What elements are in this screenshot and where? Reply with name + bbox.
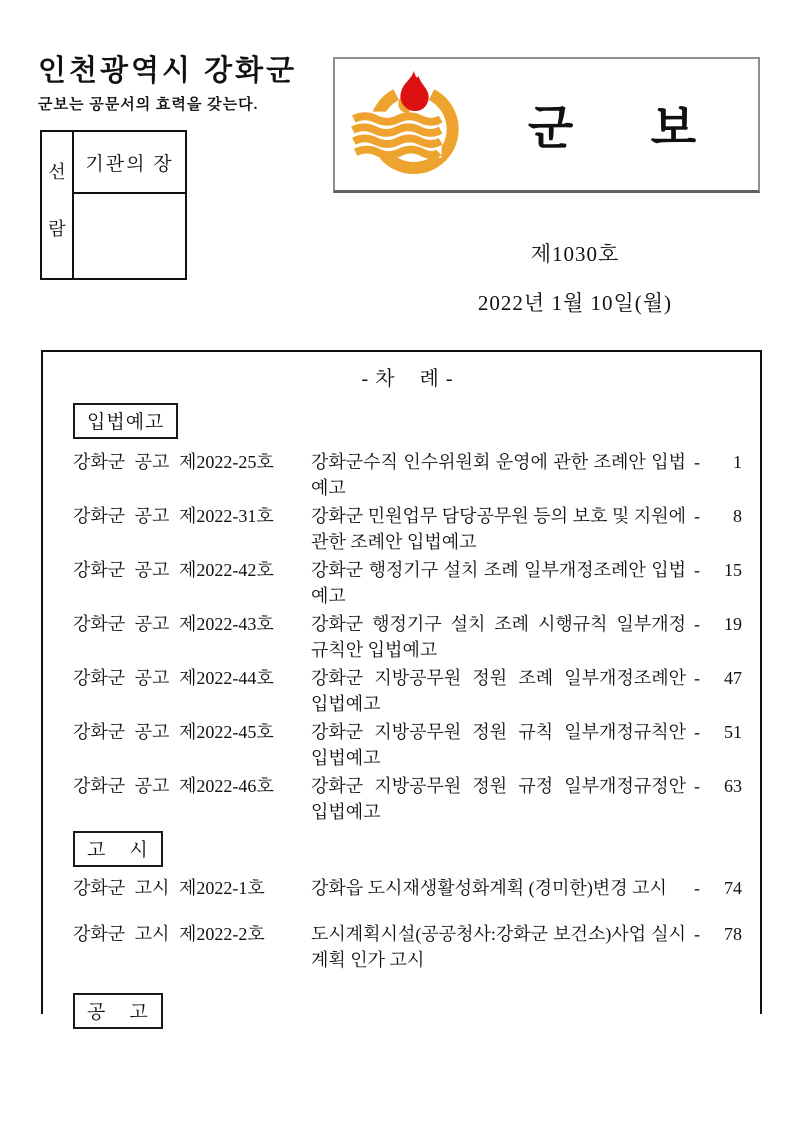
page-dash: - bbox=[694, 506, 700, 526]
entry-doc-number: 강화군 고시 제2022-2호 bbox=[73, 924, 265, 944]
toc-entry bbox=[73, 449, 742, 501]
issue-number: 제1030호 bbox=[530, 242, 620, 266]
page-dash: - bbox=[694, 668, 700, 688]
gazette-banner-box bbox=[333, 57, 760, 193]
page-dash: - bbox=[694, 722, 700, 742]
region-title: 인천광역시 강화군 bbox=[38, 55, 298, 87]
entry-page-ref bbox=[694, 921, 742, 947]
page-dash: - bbox=[694, 452, 700, 472]
approval-main-column bbox=[74, 132, 185, 278]
toc-section-entries bbox=[73, 875, 742, 973]
entry-page-ref bbox=[694, 719, 742, 745]
entry-page-ref bbox=[694, 875, 742, 901]
toc-entry bbox=[73, 921, 742, 973]
gazette-title: 군 보 bbox=[527, 103, 698, 155]
entry-doc-number: 강화군 공고 제2022-45호 bbox=[73, 722, 274, 742]
approval-header-cell: 기관의 장 bbox=[74, 132, 185, 194]
entry-doc-number: 강화군 공고 제2022-25호 bbox=[73, 452, 274, 472]
entry-title: 강화군 민원업무 담당공무원 등의 보호 및 지원에 관한 조례안 입법예고 bbox=[311, 506, 686, 552]
page-number: 8 bbox=[733, 506, 742, 526]
toc-entry bbox=[73, 665, 742, 717]
toc-section-entries bbox=[73, 449, 742, 825]
entry-title: 강화군 행정기구 설치 조례 시행규칙 일부개정 규칙안 입법예고 bbox=[311, 614, 686, 660]
page-dash: - bbox=[694, 924, 700, 944]
entry-doc-number: 강화군 공고 제2022-42호 bbox=[73, 560, 274, 580]
page-number: 1 bbox=[733, 452, 742, 472]
approval-side-label bbox=[42, 132, 74, 278]
page-number: 15 bbox=[724, 560, 742, 580]
entry-title: 강화군 행정기구 설치 조례 일부개정조례안 입법 예고 bbox=[311, 560, 686, 606]
section-label-notification: 고 시 bbox=[73, 831, 163, 867]
section-label-public-announcement: 공 고 bbox=[73, 993, 163, 1029]
page-number: 74 bbox=[724, 878, 742, 898]
issue-date: 2022년 1월 10일(월) bbox=[477, 291, 673, 315]
toc-entry bbox=[73, 719, 742, 771]
issue-block bbox=[400, 238, 750, 317]
entry-page-ref bbox=[694, 449, 742, 475]
entry-title: 강화군 지방공무원 정원 조례 일부개정조례안 입법예고 bbox=[311, 668, 686, 714]
page-dash: - bbox=[694, 776, 700, 796]
approval-side-char-bottom: 람 bbox=[48, 218, 66, 239]
entry-page-ref bbox=[694, 503, 742, 529]
page-number: 19 bbox=[724, 614, 742, 634]
page-number: 47 bbox=[724, 668, 742, 688]
entry-doc-number: 강화군 공고 제2022-31호 bbox=[73, 506, 274, 526]
toc-entry bbox=[73, 611, 742, 663]
entry-doc-number: 강화군 공고 제2022-44호 bbox=[73, 668, 274, 688]
entry-title: 강화군 지방공무원 정원 규정 일부개정규정안 입법예고 bbox=[311, 776, 686, 822]
page-dash: - bbox=[694, 614, 700, 634]
entry-doc-number: 강화군 공고 제2022-43호 bbox=[73, 614, 274, 634]
page-number: 78 bbox=[724, 924, 742, 944]
entry-page-ref bbox=[694, 773, 742, 799]
entry-title: 강화군수직 인수위원회 운영에 관한 조례안 입법 예고 bbox=[311, 452, 686, 498]
approval-stamp-table bbox=[40, 130, 187, 280]
entry-title: 강화군 지방공무원 정원 규칙 일부개정규칙안 입법예고 bbox=[311, 722, 686, 768]
entry-page-ref bbox=[694, 557, 742, 583]
entry-title: 강화읍 도시재생활성화계획 (경미한)변경 고시 bbox=[311, 878, 667, 898]
entry-page-ref bbox=[694, 665, 742, 691]
toc-entry bbox=[73, 503, 742, 555]
toc-title: - 차 례 - bbox=[361, 368, 454, 390]
toc-entry bbox=[73, 875, 742, 901]
toc-entry bbox=[73, 773, 742, 825]
section-label-row bbox=[73, 403, 742, 439]
gazette-motto: 군보는 공문서의 효력을 갖는다. bbox=[38, 97, 259, 113]
section-label-legislation-notice: 입법예고 bbox=[73, 403, 178, 439]
county-emblem-icon bbox=[351, 70, 473, 181]
approval-signature-cell bbox=[74, 194, 185, 278]
page-number: 51 bbox=[724, 722, 742, 742]
toc-entry bbox=[73, 557, 742, 609]
section-label-row bbox=[73, 831, 742, 867]
entry-page-ref bbox=[694, 611, 742, 637]
entry-doc-number: 강화군 공고 제2022-46호 bbox=[73, 776, 274, 796]
page-number: 63 bbox=[724, 776, 742, 796]
page-dash: - bbox=[694, 560, 700, 580]
section-label-row bbox=[73, 993, 742, 1029]
entry-doc-number: 강화군 고시 제2022-1호 bbox=[73, 878, 265, 898]
page-dash: - bbox=[694, 878, 700, 898]
toc-box bbox=[41, 350, 762, 1023]
entry-title: 도시계획시설(공공청사:강화군 보건소)사업 실시 계획 인가 고시 bbox=[311, 924, 686, 970]
approval-side-char-top: 선 bbox=[48, 161, 66, 182]
